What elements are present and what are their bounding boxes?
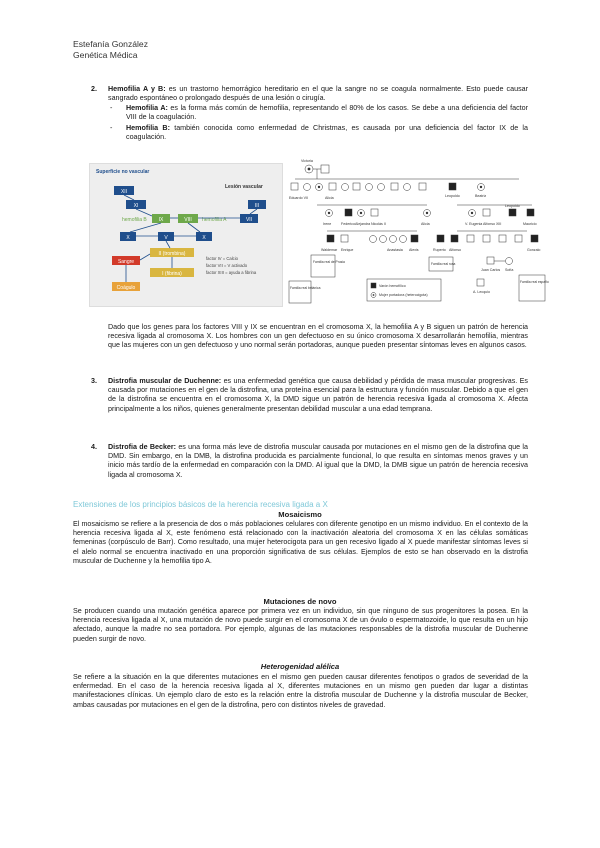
coagulation-cascade-figure	[89, 163, 283, 307]
alicia-label: Alicia	[325, 196, 334, 200]
heterogenidad-text: Se refiere a la situación en la que diferentes mutaciones en el mismo gen pueden causar diferentes fenotipos o grados de severidad de la enfermedad. En el caso de la herencia recesiva ligada al X, diferentes mutaciones en un mismo gen pueden dar lugar a distintas manifestaciones clínicas. Un ejemplo claro de esto es la relación entre la distrofia muscular de Duchenne y la distrofia muscular de Becker, ambas causadas por mutaciones en el gen de la distrofina, pero con distintos niveles de gravedad.	[73, 673, 528, 709]
list-number-3: 3.	[91, 377, 97, 385]
mosaicismo-heading: Mosaicismo	[278, 510, 322, 519]
legend-factor-xiii: factor XIII = ayuda a fibrina	[206, 270, 257, 275]
sofia-label: Sofía	[505, 268, 514, 272]
hemofilia-b-item	[126, 124, 528, 142]
federico-label: Federico	[341, 222, 355, 226]
factor-xii: XII	[120, 189, 128, 195]
alexis-label: Alexis	[409, 248, 419, 252]
factor-viii: VIII	[184, 217, 192, 223]
subject-name: Genética Médica	[73, 50, 138, 60]
factor-ii: II (trombina)	[158, 251, 186, 257]
box-prusia-label: Familia real de Prusia	[313, 260, 345, 264]
factor-xi: XI	[133, 203, 139, 209]
legend-factor-iv: factor IV = Calcio	[206, 256, 239, 261]
box-rusa-label: Familia real rusa	[431, 262, 456, 266]
leopoldo2-label: Leopoldo	[505, 204, 520, 208]
enrique-label: Enrique	[341, 248, 354, 252]
hemofilia-a-title: Hemofilia A:	[126, 104, 168, 112]
mauricio-label: Mauricio	[523, 222, 537, 226]
becker-paragraph	[108, 443, 528, 480]
gonzalo-label: Gonzalo	[527, 248, 541, 252]
factor-v: V	[164, 235, 168, 241]
hemofilia-b-title: Hemofilia B:	[126, 124, 170, 132]
pedigree-diagram	[287, 157, 549, 309]
leopoldo-label: Leopoldo	[445, 194, 460, 198]
becker-title: Distrofia de Becker:	[108, 443, 177, 451]
box-britanica	[289, 281, 311, 303]
hemofilia-text: es un trastorno hemorrágico hereditario en el que la sangre no se coagula normalmente. Esto puede causar sangrado espontáneo o prolongado después de una lesión o cirugía.	[108, 85, 528, 103]
irene-label: Irene	[323, 222, 332, 226]
cascade-title-right: Lesión vascular	[225, 184, 263, 190]
cascade-title-left: Superficie no vascular	[96, 169, 150, 175]
factor-x-2: X	[202, 235, 206, 241]
hemofilia-a-text: es la forma más común de hemofilia, representando el 80% de los casos. Se debe a una deficiencia del factor VIII de la coagulación.	[126, 104, 528, 122]
list-number-4: 4.	[91, 443, 97, 451]
duchenne-paragraph	[108, 377, 528, 414]
hemofilia-a-label: hemofilia A	[202, 217, 227, 223]
hemofilia-b-text: también conocida como enfermedad de Christmas, es causada por una deficiencia del factor IX de la coagulación.	[126, 124, 528, 142]
alicia2-label: Alicia	[421, 222, 430, 226]
eduardo-label: Eduardo VII	[289, 196, 308, 200]
box-espanola	[519, 275, 545, 301]
hemofilia-inheritance-paragraph: Dado que los genes para los factores VIII y IX se encuentran en el cromosoma X, la hemofilia A y B siguen un patrón de herencia recesiva ligada al cromosoma X. Los hombres con un gen defectuoso en su único cromosoma X desarrollarán hemofilia, mientras que las mujeres con un gen defectuoso y uno normal serán portadoras, aunque pueden presentar síntomas leves en algunos casos.	[108, 323, 528, 350]
factor-i: I (fibrina)	[162, 271, 182, 277]
legend-factor-vii: factor VII = V activado	[206, 263, 248, 268]
section-title: Extensiones de los principios básicos de la herencia recesiva ligada a X	[73, 500, 328, 509]
pedigree-legend	[367, 279, 441, 301]
box-britanica-label: Familia real británica	[290, 286, 321, 290]
document-header	[73, 39, 148, 61]
a-lecquio-label: A. Lecquio	[473, 290, 490, 294]
duchenne-title: Distrofia muscular de Duchenne:	[108, 377, 222, 385]
becker-text: es una forma más leve de distrofia muscular causada por mutaciones en el mismo gen de la distrofina que la DMD. Sin embargo, en la DMB, la distrofina producida es parcialmente funcional, lo que resulta en síntomas menos graves y un inicio más tardío de la enfermedad en comparación con la DMD. Al igual que la DMD, la DMB sigue un patrón de herencia recesiva ligada al cromosoma X.	[108, 443, 528, 479]
factor-x: X	[126, 235, 130, 241]
factor-iii: III	[254, 203, 260, 209]
factor-vii: VII	[245, 217, 253, 223]
anastasia-label: Anastasia	[387, 248, 403, 252]
nicolas-label: Nicolás II	[371, 222, 386, 226]
mosaicismo-text: El mosaicismo se refiere a la presencia de dos o más poblaciones celulares con diferente genotipo en un mismo individuo. En el contexto de la herencia recesiva ligada al X, este fenómeno está relacionado con la inactivación aleatoria del cromosoma X en las células somáticas femeninas (corpúsculo de Barr). Como resultado, una mujer heterocigota para un gen recesivo ligado al X puede manifestar síntomas leves si el alelo normal se encuentra inactivado en una proporción significativa de sus células. Ejemplos de esto se han observado en la distrofia muscular de Duchenne y la hemofilia tipo A.	[73, 520, 528, 565]
bullet-dash: -	[110, 124, 113, 132]
legend-hemofilico: Varón hemofílico	[379, 284, 406, 288]
factor-ix: IX	[158, 217, 164, 223]
v-eugenia-label: V. Eugenia	[465, 222, 483, 226]
duchenne-text: es una enfermedad genética que causa debilidad y pérdida de masa muscular progresivas. Es causada por mutaciones en el gen de la distrofina, una proteína esencial para la estructura y función muscular. Debido a que el gen de la distrofina se encuentra en el cromosoma X, la DMD sigue un patrón de herencia recesiva ligada al cromosoma X. Afecta principalmente a los niños, quienes generalmente presentan debilidad muscular a una edad temprana.	[108, 377, 528, 413]
hemofilia-b-label: hemofilia B	[122, 217, 147, 223]
victoria-label: Victoria	[301, 159, 313, 163]
coagulo-label: Coágulo	[116, 285, 136, 291]
ruperto-label: Ruperto	[433, 248, 446, 252]
juan-carlos-label: Juan Carlos	[481, 268, 501, 272]
cascade-diagram	[90, 164, 282, 306]
royal-pedigree-figure	[287, 157, 549, 309]
alfonso2-label: Alfonso	[449, 248, 461, 252]
sangre-label: Sangre	[117, 259, 135, 265]
author-name: Estefanía González	[73, 39, 149, 49]
bullet-dash: -	[110, 104, 113, 112]
waldemar-label: Waldemar	[321, 248, 338, 252]
albert-symbol	[321, 165, 329, 173]
mutaciones-text: Se producen cuando una mutación genética aparece por primera vez en un individuo, sin que ninguno de sus progenitores la posea. En la herencia recesiva ligada al X, una mutación de novo puede surgir en el cromosoma X de un óvulo o espermatozoide, lo que resulta en un hijo afectado, aunque la madre no sea portadora. Por ejemplo, algunas de las mutaciones responsables de la distrofia muscular de Duchenne pueden surgir de novo.	[73, 607, 528, 643]
alejandra-label: Alejandra	[355, 222, 371, 226]
list-number-2: 2.	[91, 85, 97, 93]
alfonso-label: Alfonso XIII	[483, 222, 502, 226]
hemofilia-title: Hemofilia A y B:	[108, 85, 166, 93]
legend-portadora: Mujer portadora (heterocigota)	[379, 293, 428, 297]
hemofilia-paragraph	[108, 85, 528, 103]
box-espanola-label: Familia real española	[520, 280, 549, 284]
mutaciones-heading: Mutaciones de novo	[263, 597, 337, 606]
hemofilia-a-item	[126, 104, 528, 122]
box-prusia	[311, 255, 335, 277]
beatriz-label: Beatriz	[475, 194, 487, 198]
heterogenidad-heading: Heterogenidad alélica	[260, 662, 340, 671]
